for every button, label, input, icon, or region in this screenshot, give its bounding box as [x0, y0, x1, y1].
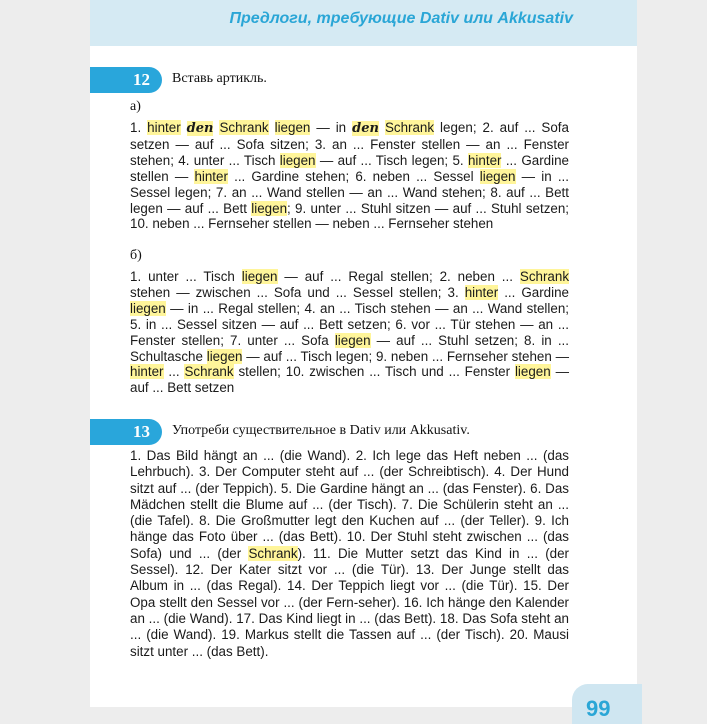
exercise-13-instruction: Употреби существительное в Dativ или Akkusativ.: [172, 423, 470, 438]
highlighted-word: Schrank: [519, 269, 570, 284]
highlighted-word: hinter: [464, 284, 499, 300]
highlighted-word: liegen: [206, 348, 243, 364]
highlighted-word: liegen: [241, 269, 278, 284]
exercise-12-part-b-text: 1. unter ... Tisch liegen — auf ... Regal stellen; 2. neben ... Schrank stehen — zwischen ... Sofa und ... Sessel stellen; 3. hinter ... Gardine liegen — in ... Regal stellen; 4. an ... Tisch stehen — an ... Wand stellen; 5. in ... Sessel sitzen — auf ... Bett setzen; 6. vor ... Tür stehen — an ... Fenster stellen; 7. unter ... Sofa liegen — auf ... Stuhl setzen; 8. in ... Schultasche liegen — auf ... Tisch legen; 9. neben ... Fernseher stehen — hinter ... Schrank stellen; 10. zwischen ... Tisch und ... Fenster liegen — auf ... Bett setzen: [130, 269, 570, 396]
highlighted-word: Schrank: [248, 545, 298, 561]
highlighted-word: liegen: [334, 332, 371, 348]
highlighted-word: hinter: [147, 120, 181, 135]
handwritten-article: den: [186, 121, 214, 136]
exercise-12-header: [90, 67, 637, 93]
page-title: Предлоги, требующие Dativ или Akkusativ: [229, 10, 573, 27]
exercise-12-part-a-label: а): [130, 99, 141, 114]
textbook-page: [90, 0, 637, 707]
highlighted-word: liegen: [279, 152, 316, 168]
highlighted-word: hinter: [194, 168, 228, 184]
highlighted-word: hinter: [467, 152, 502, 168]
header-band: [90, 0, 637, 46]
highlighted-word: liegen: [251, 200, 288, 216]
highlighted-word: liegen: [274, 120, 311, 135]
exercise-12-instruction: Вставь артикль.: [172, 71, 267, 86]
handwritten-article: den: [352, 121, 379, 136]
exercise-12-part-b-label: б): [130, 248, 142, 263]
exercise-13-number-badge: 13: [90, 419, 162, 445]
exercise-12-number-badge: 12: [90, 67, 162, 93]
highlighted-word: Schrank: [384, 120, 435, 135]
exercise-13-header: [90, 419, 637, 445]
highlighted-word: liegen: [130, 300, 166, 316]
exercise-12-part-a-text: 1. hinter den Schrank liegen — in den Schrank legen; 2. auf ... Sofa setzen — auf ... Sofa sitzen; 3. an ... Fenster stellen — an ... Fenster stehen; 4. unter ... Tisch liegen — auf ... Tisch legen; 5. hinter ... Gardine stellen — hinter ... Gardine stehen; 6. neben ... Sessel liegen — in ... Sessel legen; 7. an ... Wand stellen — an ... Wand stehen; 8. auf ... Bett legen — auf ... Bett liegen; 9. unter ... Stuhl sitzen — auf ... Stuhl setzen; 10. neben ... Fernseher stellen — neben ... Fernseher stehen: [130, 120, 570, 232]
highlighted-word: hinter: [130, 364, 164, 380]
highlighted-word: Schrank: [219, 120, 269, 135]
page-number: 99: [586, 696, 611, 721]
highlighted-word: liegen: [479, 168, 516, 184]
highlighted-word: liegen: [514, 364, 551, 380]
exercise-13-text: 1. Das Bild hängt an ... (die Wand). 2. Ich lege das Heft neben ... (das Lehrbuch). 3. Der Computer steht auf ... (der Schreibtisch). 4. Der Hund sitzt auf ... (der Teppich). 5. Die Gardine hängt an ... (das Fenster). 6. Das Mädchen stellt die Blume auf ... (der Tisch). 7. Die Schülerin steht an ... (die Tafel). 8. Die Großmutter legt den Kuchen auf ... (der Teller). 9. Ich hänge das Foto über ... (das Bett). 10. Der Stuhl steht zwischen ... (das Sofa) und ... (der Schrank). 11. Die Mutter setzt das Kind in ... (der Sessel). 12. Der Kater sitzt vor ... (die Tür). 13. Der Junge stellt das Album in ... (das Regal). 14. Der Teppich liegt vor ... (die Tür). 15. Der Opa stellt den Sessel vor ... (der Fern-seher). 16. Ich hänge den Kalender an ... (die Wand). 17. Das Kind liegt in ... (das Bett). 18. Das Sofa steht an ... (die Wand). 19. Markus stellt die Tassen auf ... (der Tisch). 20. Mausi sitzt unter ... (das Bett).: [130, 448, 570, 659]
highlighted-word: Schrank: [184, 364, 234, 380]
